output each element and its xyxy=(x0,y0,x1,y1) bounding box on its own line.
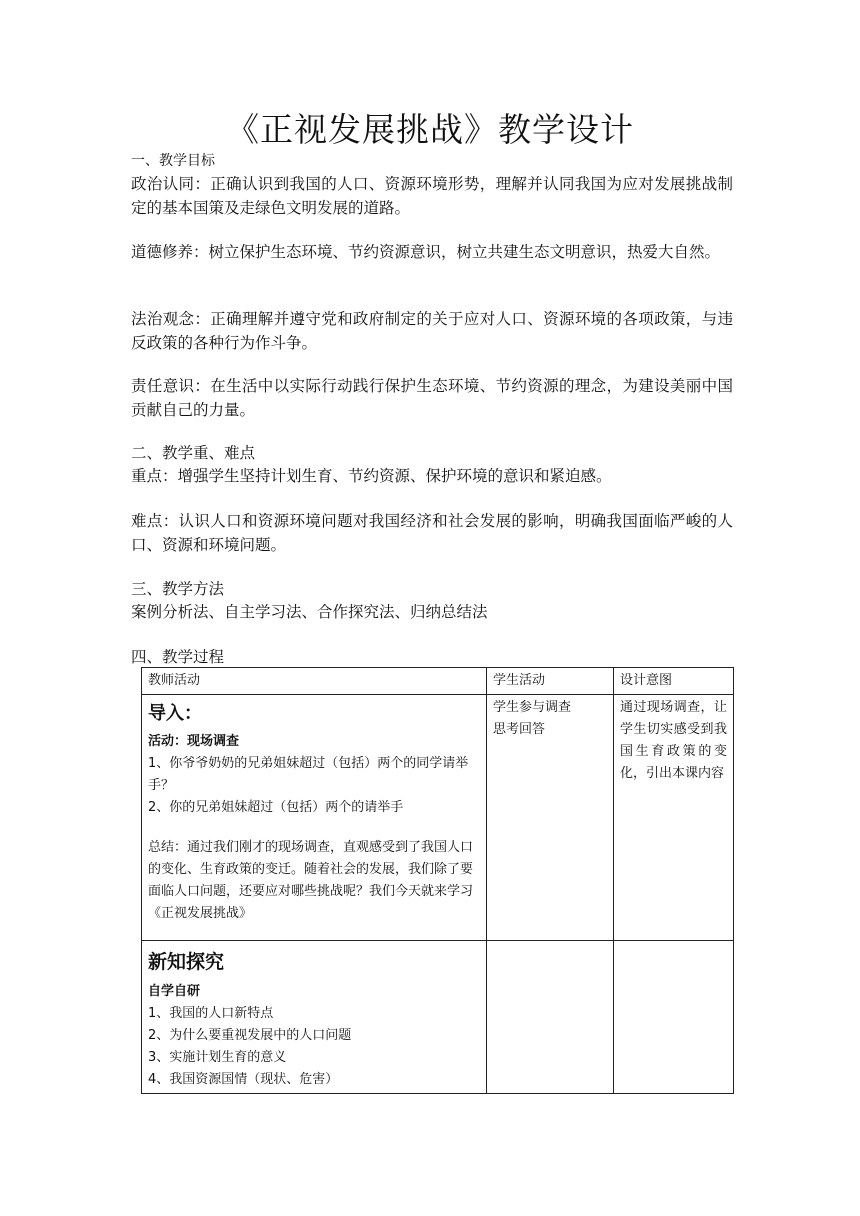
intro-question-1: 1、你爷爷奶奶的兄弟姐妹超过（包括）两个的同学请举手？ xyxy=(148,756,469,793)
section-heading-objectives: 一、教学目标 xyxy=(131,153,215,169)
table-row-new-knowledge xyxy=(142,941,734,1094)
intro-intent-text: 通过现场调查，让学生切实感受到我国生育政策的变化，引出本课内容 xyxy=(620,700,727,781)
intro-student-text: 学生参与调查 思考回答 xyxy=(493,700,572,737)
difficult-point-text: 难点：认识人口和资源环境问题对我国经济和社会发展的影响，明确我国面临严峻的人口、资源和环境问题。 xyxy=(131,512,733,554)
list-item: 2、为什么要重视发展中的人口问题 xyxy=(148,1028,352,1043)
teaching-process-table xyxy=(141,667,734,1094)
key-point-text: 重点：增强学生坚持计划生育、节约资源、保护环境的意识和紧迫感。 xyxy=(131,467,612,485)
methods-text: 案例分析法、自主学习法、合作探究法、归纳总结法 xyxy=(131,603,488,621)
objective-political: 政治认同：正确认识到我国的人口、资源环境形势，理解并认同我国为应对发展挑战制定的基本国策及走绿色文明发展的道路。 xyxy=(131,175,733,217)
section-heading-methods: 三、教学方法 xyxy=(131,580,225,598)
intro-summary: 总结：通过我们刚才的现场调查，直观感受到了我国人口的变化、生育政策的变迁。随着社会的发展，我们除了要面临人口问题，还要应对哪些挑战呢？我们今天就来学习《正视发展挑战》 xyxy=(148,840,474,921)
new-knowledge-student-cell xyxy=(487,941,614,1094)
section-heading-key-points: 二、教学重、难点 xyxy=(131,444,256,462)
self-study-subtitle: 自学自研 xyxy=(148,984,201,999)
table-header-row xyxy=(142,668,734,695)
intro-intent-cell xyxy=(614,695,734,941)
list-item: 1、我国的人口新特点 xyxy=(148,1006,274,1021)
new-knowledge-intent-cell xyxy=(614,941,734,1094)
intro-student-cell xyxy=(487,695,614,941)
list-item: 4、我国资源国情（现状、危害） xyxy=(148,1072,339,1087)
intro-question-2: 2、你的兄弟姐妹超过（包括）两个的请举手 xyxy=(148,800,404,815)
intro-teacher-cell xyxy=(142,695,487,941)
header-student-activity: 学生活动 xyxy=(487,668,614,695)
objective-moral: 道德修养：树立保护生态环境、节约资源意识，树立共建生态文明意识，热爱大自然。 xyxy=(131,243,721,261)
intro-activity: 活动：现场调查 xyxy=(148,734,240,749)
table-row-intro xyxy=(142,695,734,941)
header-design-intent: 设计意图 xyxy=(614,668,734,695)
new-knowledge-teacher-cell xyxy=(142,941,487,1094)
list-item: 3、实施计划生育的意义 xyxy=(148,1050,287,1065)
new-knowledge-title: 新知探究 xyxy=(148,951,225,973)
header-teacher-activity: 教师活动 xyxy=(142,668,487,695)
intro-title: 导入： xyxy=(148,703,202,724)
page-title: 《正视发展挑战》教学设计 xyxy=(226,110,634,149)
objective-law: 法治观念：正确理解并遵守党和政府制定的关于应对人口、资源环境的各项政策，与违反政策的各种行为作斗争。 xyxy=(131,310,733,352)
section-heading-process: 四、教学过程 xyxy=(131,648,225,666)
objective-responsibility: 责任意识：在生活中以实际行动践行保护生态环境、节约资源的理念，为建设美丽中国贡献自己的力量。 xyxy=(131,377,733,419)
